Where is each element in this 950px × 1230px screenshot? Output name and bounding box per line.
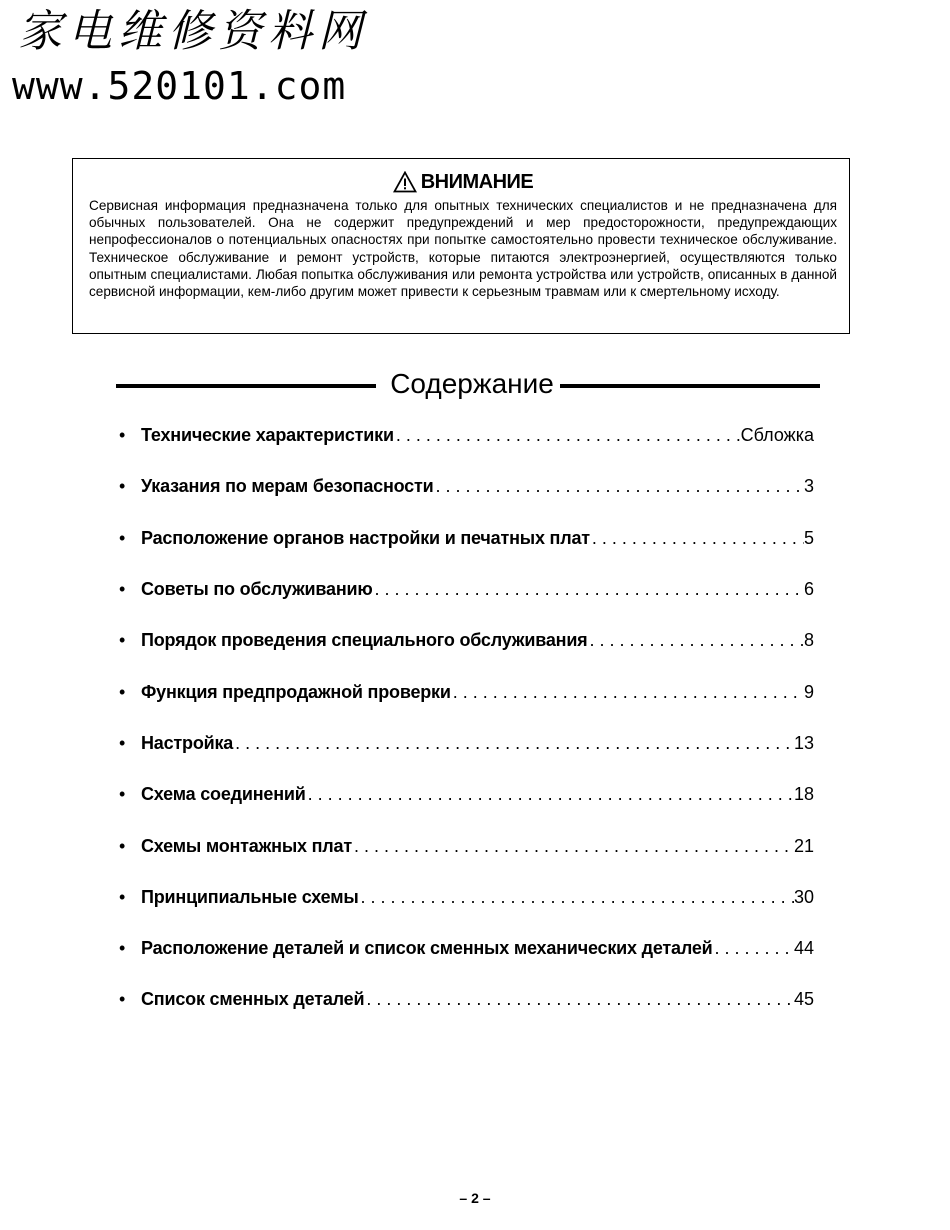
- toc-rule-left: [116, 384, 376, 388]
- watermark-url: www.520101.com: [12, 64, 347, 108]
- warning-title: [89, 169, 837, 195]
- toc-item[interactable]: [116, 923, 814, 974]
- bullet: •: [119, 886, 126, 907]
- toc-item-label: Расположение деталей и список сменных механических деталей: [141, 938, 713, 959]
- page-number: – 2 –: [459, 1190, 491, 1206]
- toc-item[interactable]: [116, 410, 814, 461]
- dot-leader: [352, 836, 794, 857]
- toc-item-page: Сбложка: [740, 425, 814, 446]
- dot-leader: [590, 528, 804, 549]
- toc-item-label: Технические характеристики: [141, 425, 394, 446]
- toc-item-label: Список сменных деталей: [141, 989, 365, 1010]
- toc-item-label: Схема соединений: [141, 784, 306, 805]
- toc-item-page: 18: [793, 784, 814, 805]
- toc-item[interactable]: [116, 615, 814, 666]
- dot-leader: [359, 887, 794, 908]
- warning-box: [72, 158, 850, 334]
- toc-item[interactable]: [116, 513, 814, 564]
- bullet: •: [119, 476, 126, 497]
- dot-leader: [451, 682, 804, 703]
- toc-title: Содержание: [390, 368, 554, 399]
- bullet: •: [119, 579, 126, 600]
- bullet: •: [119, 835, 126, 856]
- toc-item-label: Принципиальные схемы: [141, 886, 359, 907]
- toc-item-label: Функция предпродажной проверки: [141, 681, 451, 702]
- dot-leader: [373, 579, 804, 600]
- toc-list: [116, 410, 814, 1026]
- toc-item-label: Настройка: [141, 732, 234, 753]
- toc-item-page: 13: [793, 732, 814, 753]
- toc-item-page: 3: [803, 476, 814, 497]
- toc-item-label: Советы по обслуживанию: [141, 579, 373, 600]
- toc-rule-right: [560, 384, 820, 388]
- bullet: •: [119, 989, 126, 1010]
- bullet: •: [119, 938, 126, 959]
- toc-item-label: Расположение органов настройки и печатных плат: [141, 527, 590, 548]
- toc-item[interactable]: [116, 974, 814, 1025]
- bullet: •: [119, 784, 126, 805]
- toc-header: [116, 364, 820, 404]
- toc-item[interactable]: [116, 769, 814, 820]
- dot-leader: [306, 784, 794, 805]
- dot-leader: [233, 733, 794, 754]
- dot-leader: [364, 989, 794, 1010]
- toc-item[interactable]: [116, 718, 814, 769]
- toc-item[interactable]: [116, 564, 814, 615]
- toc-item-label: Порядок проведения специального обслуживания: [141, 630, 588, 651]
- dot-leader: [587, 630, 804, 651]
- bullet: •: [119, 630, 126, 651]
- watermark: [12, 6, 368, 106]
- bullet: •: [119, 681, 126, 702]
- toc-item-page: 9: [803, 681, 814, 702]
- dot-leader: [433, 476, 804, 497]
- toc-item-page: 45: [793, 989, 814, 1010]
- dot-leader: [394, 425, 741, 446]
- bullet: •: [119, 425, 126, 446]
- toc-item-page: 8: [803, 630, 814, 651]
- bullet: •: [119, 527, 126, 548]
- toc-item[interactable]: [116, 666, 814, 717]
- bullet: •: [119, 732, 126, 753]
- warning-triangle-icon: [393, 171, 417, 193]
- toc-item-label: Схемы монтажных плат: [141, 835, 352, 856]
- toc-item-page: 6: [803, 579, 814, 600]
- toc-item[interactable]: [116, 872, 814, 923]
- dot-leader: [713, 938, 794, 959]
- toc-item-label: Указания по мерам безопасности: [141, 476, 434, 497]
- warning-body: Сервисная информация предназначена только для опытных технических специалистов и не предназначена для обычных пользователей. Она не содержит предупреждений и мер предосторожности, предупреждающих непрофессионалов о потенциальных опасностях при попытке самостоятельно провести техническое обслуживание. Техническое обслуживание и ремонт устройств, которые питаются электроэнергией, осуществляются только опытным специалистами. Любая попытка обслуживания или ремонта устройства или устройств, описанных в данной сервисной информации, кем-либо другим может привести к серьезным травмам или к смертельному исходу.: [89, 198, 837, 300]
- toc-item[interactable]: [116, 461, 814, 512]
- warning-title-text: ВНИМАНИЕ: [420, 171, 534, 193]
- toc-item-page: 5: [803, 527, 814, 548]
- toc-item-page: 30: [793, 886, 814, 907]
- toc-item[interactable]: [116, 820, 814, 871]
- toc-item-page: 21: [793, 835, 814, 856]
- toc-item-page: 44: [793, 938, 814, 959]
- watermark-chinese-text: 家电维修资料网: [18, 6, 368, 57]
